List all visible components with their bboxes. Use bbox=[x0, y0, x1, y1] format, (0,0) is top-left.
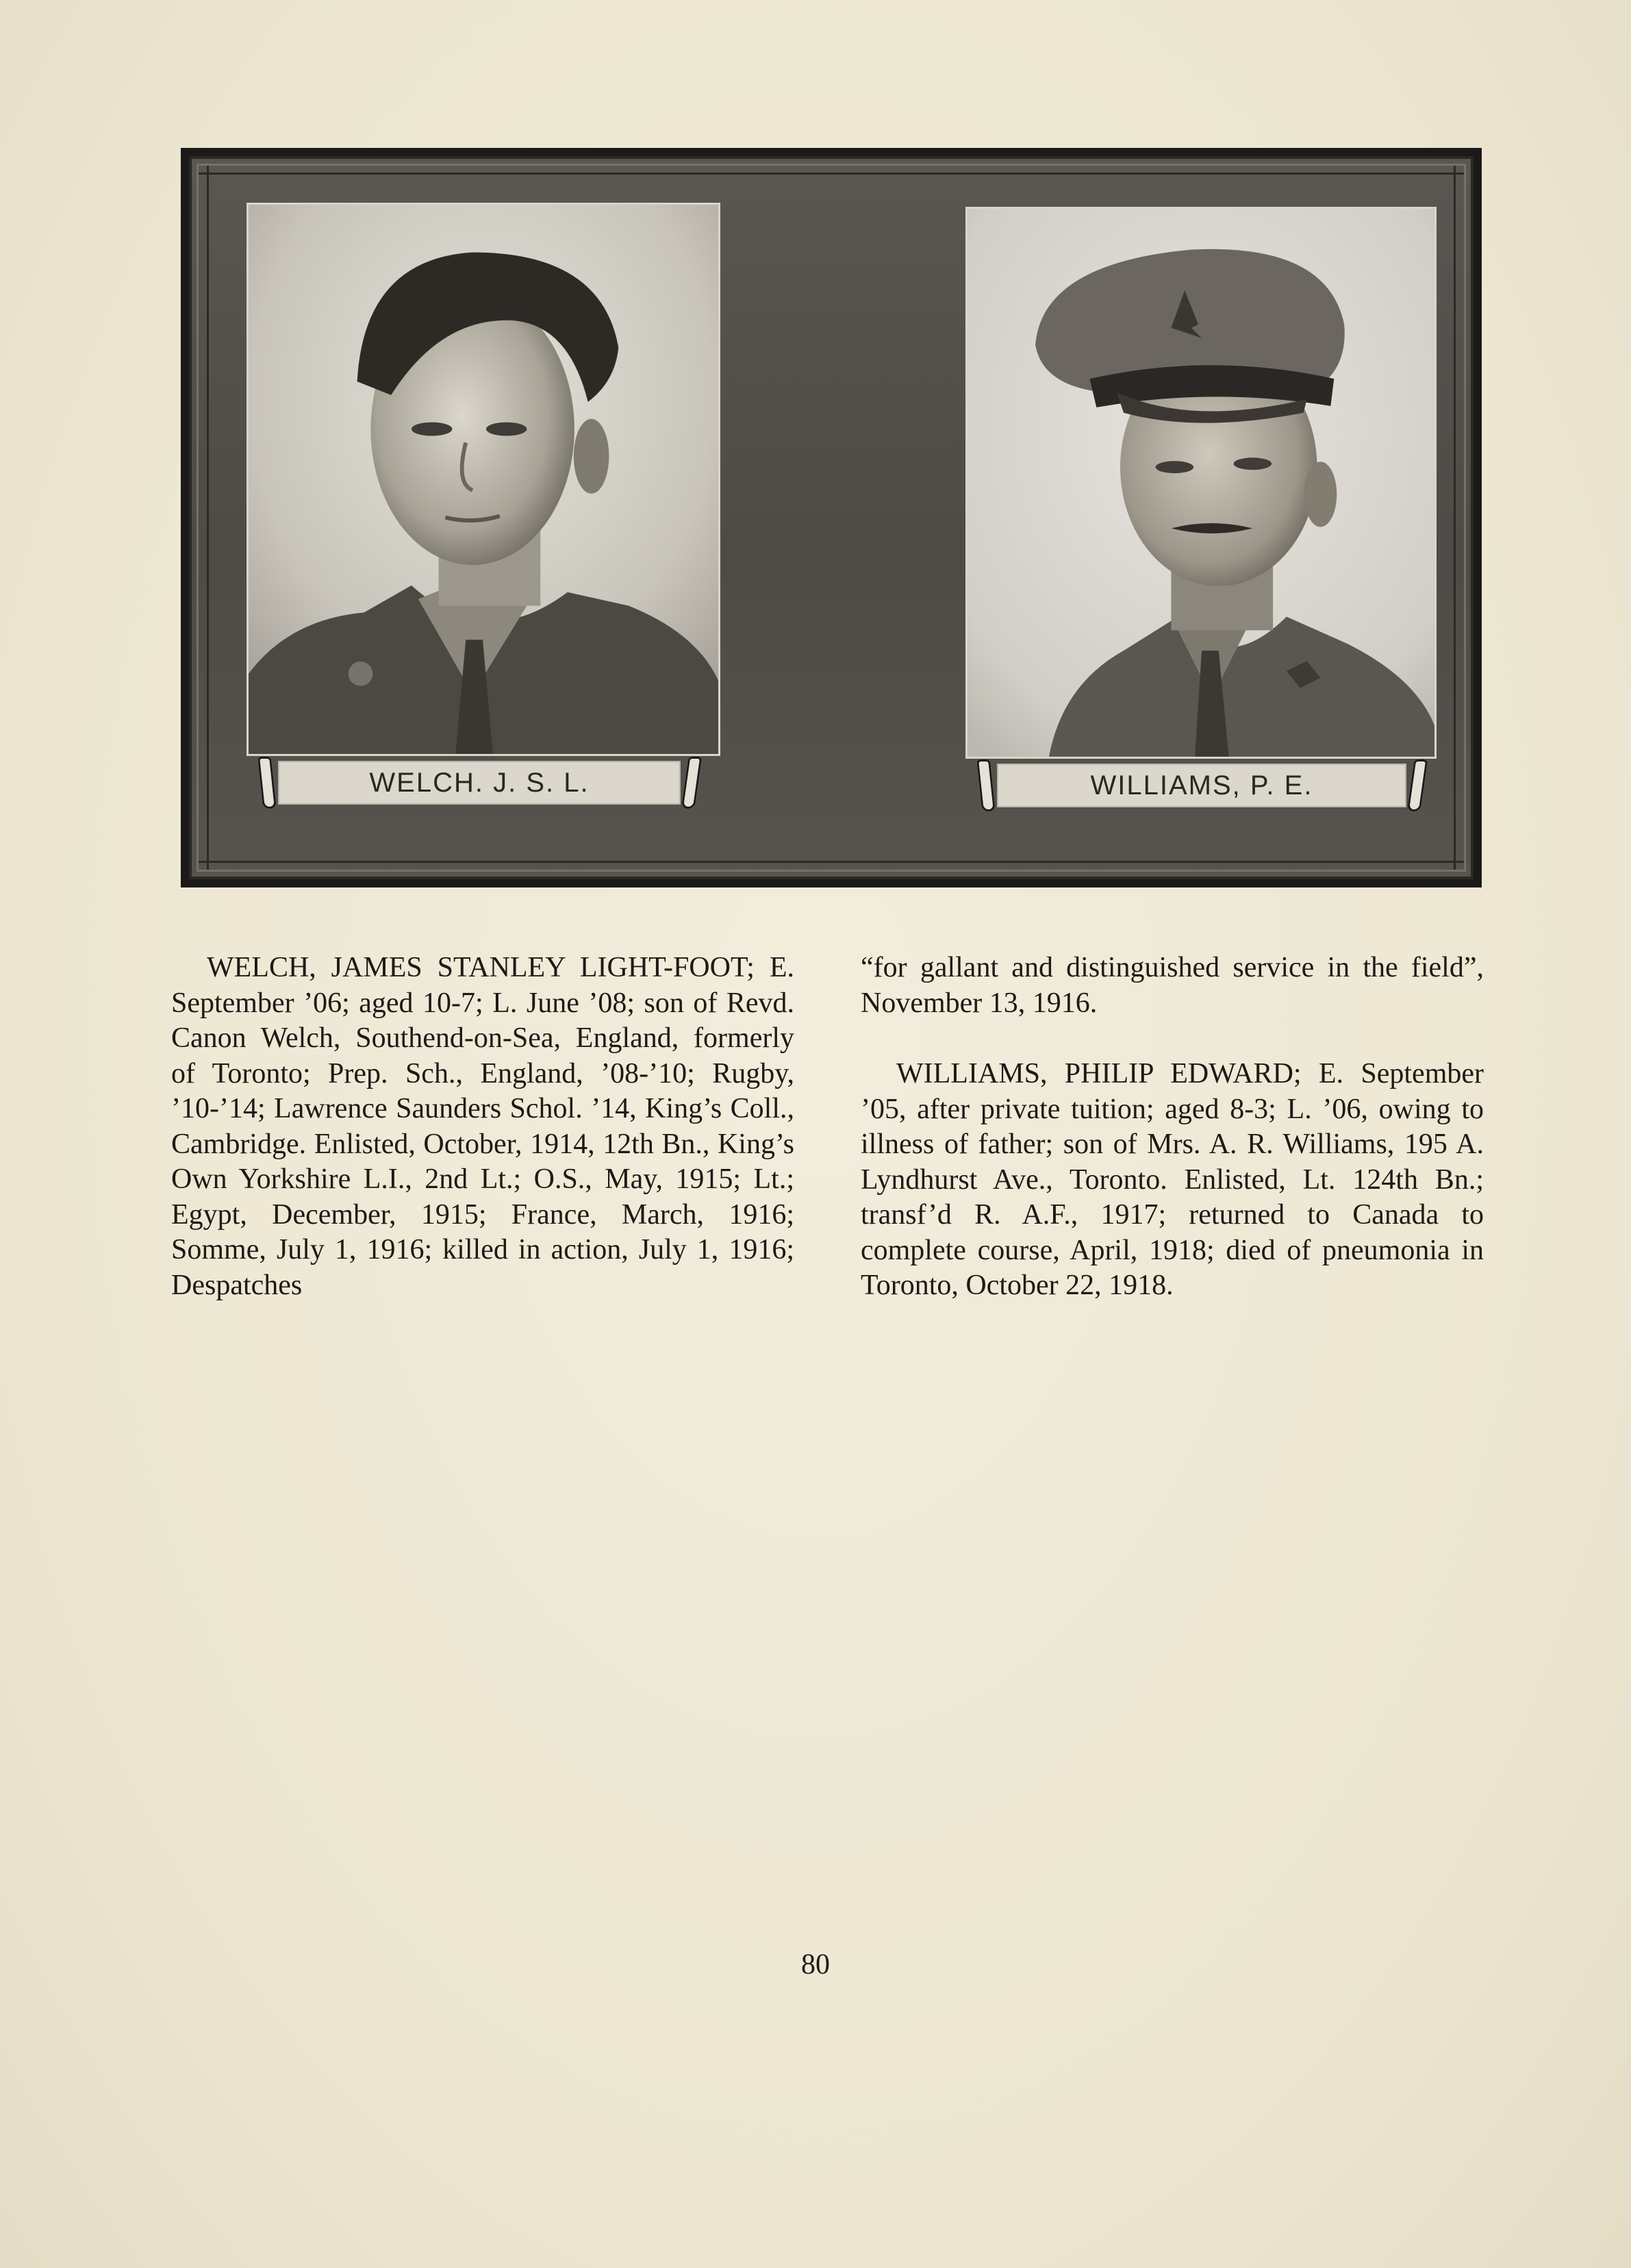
entry-welch-continued: “for gallant and distinguished service in the field”, November 13, 1916. bbox=[861, 952, 1484, 1019]
portrait-williams bbox=[965, 207, 1437, 759]
caption-right-bracket bbox=[681, 757, 703, 809]
portrait-plate bbox=[181, 148, 1482, 887]
portrait-williams-image bbox=[968, 209, 1434, 757]
plate-bottom-rule bbox=[199, 861, 1464, 863]
caption-right-bracket bbox=[1407, 759, 1428, 811]
page-number: 80 bbox=[801, 1949, 830, 1980]
plate-top-rule bbox=[199, 173, 1464, 175]
plate-frame bbox=[189, 156, 1474, 879]
caption-williams-label: WILLIAMS, P. E. bbox=[997, 764, 1406, 807]
caption-left-bracket bbox=[976, 759, 996, 811]
plate-right-rule bbox=[1454, 166, 1456, 870]
right-column bbox=[861, 950, 1484, 1304]
caption-welch-label: WELCH. J. S. L. bbox=[278, 761, 681, 805]
entry-welch: WELCH, JAMES STANLEY LIGHT-FOOT; E. September ’06; aged 10-7; L. June ’08; son of Revd. Canon Welch, Southend-on-Sea, England, formerly of Toronto; Prep. Sch., England, ’08-’10; Rugby, ’10-’14; Lawrence Saunders Schol. ’14, King’s Coll., Cambridge. Enlisted, October, 1914, 12th Bn., King’s Own Yorkshire L.I., 2nd Lt.; O.S., May, 1915; Lt.; Egypt, December, 1915; France, March, 1916; Somme, July 1, 1916; killed in action, July 1, 1916; Despatches bbox=[171, 952, 794, 1301]
caption-welch bbox=[260, 759, 698, 807]
caption-williams bbox=[979, 761, 1424, 809]
caption-left-bracket bbox=[257, 757, 277, 809]
entry-williams: WILLIAMS, PHILIP EDWARD; E. September ’05, after private tuition; aged 8-3; L. ’06, owing to illness of father; son of Mrs. A. R. Williams, 195 A. Lyndhurst Ave., Toronto. Enlisted, Lt. 124th Bn.; transf’d R. A.F., 1917; returned to Canada to complete course, April, 1918; died of pneumonia in Toronto, October 22, 1918. bbox=[861, 1058, 1484, 1301]
left-column bbox=[171, 950, 794, 1303]
portrait-welch-image bbox=[249, 205, 718, 754]
plate-left-rule bbox=[207, 166, 209, 870]
portrait-welch bbox=[246, 203, 720, 756]
